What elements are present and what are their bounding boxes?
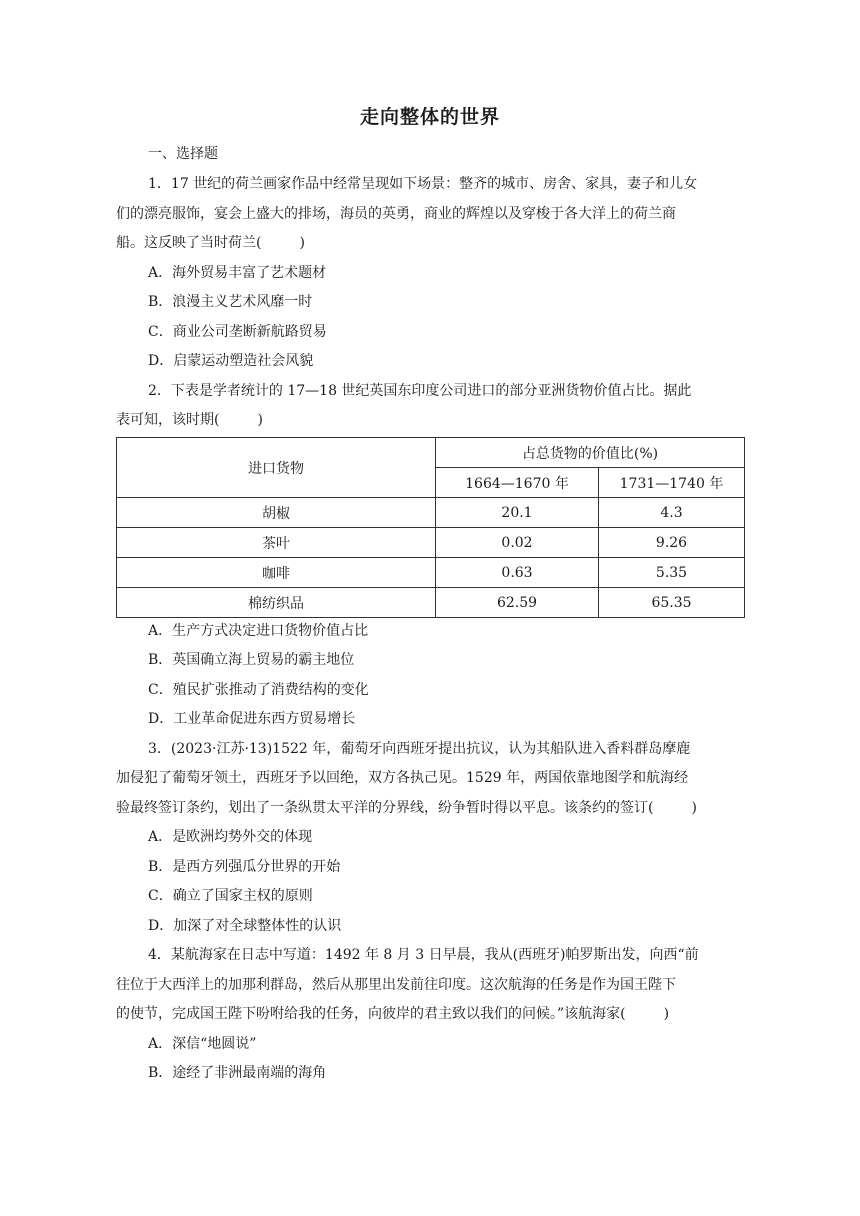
q3-option-a: A．是欧洲均势外交的体现 [148,829,313,845]
table-row [117,558,745,588]
goods-value-table [116,437,745,618]
q2-option-a: A．生产方式决定进口货物价值占比 [148,623,369,639]
table-cell-item: 咖啡 [117,558,436,588]
q3-option-b: B．是西方列强瓜分世界的开始 [148,859,341,875]
table-cell-value: 65.35 [599,588,745,618]
table-cell-value: 5.35 [599,558,745,588]
section-heading: 一、选择题 [148,146,218,162]
q3-option-d: D．加深了对全球整体性的认识 [148,918,342,934]
q4-option-a: A．深信“地圆说” [148,1036,257,1052]
table-cell-value: 0.02 [436,528,599,558]
q2-option-c: C．殖民扩张推动了消费结构的变化 [148,682,369,698]
q2-option-b: B．英国确立海上贸易的霸主地位 [148,652,355,668]
table-cell-item: 胡椒 [117,498,436,528]
table-cell-value: 4.3 [599,498,745,528]
table-row [117,528,745,558]
table-cell-value: 62.59 [436,588,599,618]
document-title: 走向整体的世界 [359,106,500,128]
q1-stem-line-2: 们的漂亮服饰，宴会上盛大的排场，海员的英勇，商业的辉煌以及穿梭于各大洋上的荷兰商 [116,206,676,222]
q1-stem-line-1: 1．17 世纪的荷兰画家作品中经常呈现如下场景：整齐的城市、房舍、家具，妻子和儿女 [148,176,698,192]
table-row [117,588,745,618]
q2-stem-line-2: 表可知，该时期( ) [116,412,263,428]
table-cell-value: 20.1 [436,498,599,528]
table-cell-value: 0.63 [436,558,599,588]
q1-option-d: D．启蒙运动塑造社会风貌 [148,353,314,369]
q1-stem-line-3: 船。这反映了当时荷兰( ) [116,235,305,251]
q1-option-a: A．海外贸易丰富了艺术题材 [148,265,327,281]
q3-stem-line-2: 加侵犯了葡萄牙领土，西班牙予以回绝，双方各执己见。1529 年，两国依靠地图学和航海经 [116,770,689,786]
q2-option-d: D．工业革命促进东西方贸易增长 [148,711,356,727]
q4-stem-line-3: 的使节，完成国王陛下吩咐给我的任务，向彼岸的君主致以我们的问候。”该航海家( ) [116,1006,670,1022]
table-cell-item: 棉纺织品 [117,588,436,618]
q1-option-c: C．商业公司垄断新航路贸易 [148,324,327,340]
q4-stem-line-1: 4．某航海家在日志中写道：1492 年 8 月 3 日早晨，我从(西班牙)帕罗斯出发，向西“前 [148,947,699,963]
table-cell-value: 9.26 [599,528,745,558]
q4-option-b: B．途经了非洲最南端的海角 [148,1065,327,1081]
table-header-period-2: 1731—1740 年 [599,468,745,498]
q2-stem-line-1: 2．下表是学者统计的 17—18 世纪英国东印度公司进口的部分亚洲货物价值占比。据此 [148,383,692,399]
q4-stem-line-2: 往位于大西洋上的加那利群岛，然后从那里出发前往印度。这次航海的任务是作为国王陛下 [116,977,676,993]
q3-stem-line-3: 验最终签订条约，划出了一条纵贯太平洋的分界线，纷争暂时得以平息。该条约的签订( ) [116,800,697,816]
q3-option-c: C．确立了国家主权的原则 [148,888,313,904]
q3-stem-line-1: 3．(2023·江苏·13)1522 年，葡萄牙向西班牙提出抗议，认为其船队进入香料群岛摩鹿 [148,741,691,757]
table-row [117,498,745,528]
table-cell-item: 茶叶 [117,528,436,558]
table-header-period-1: 1664—1670 年 [436,468,599,498]
table-header-share: 占总货物的价值比(%) [436,438,745,468]
table-header-goods: 进口货物 [117,438,436,498]
q1-option-b: B．浪漫主义艺术风靡一时 [148,294,313,310]
